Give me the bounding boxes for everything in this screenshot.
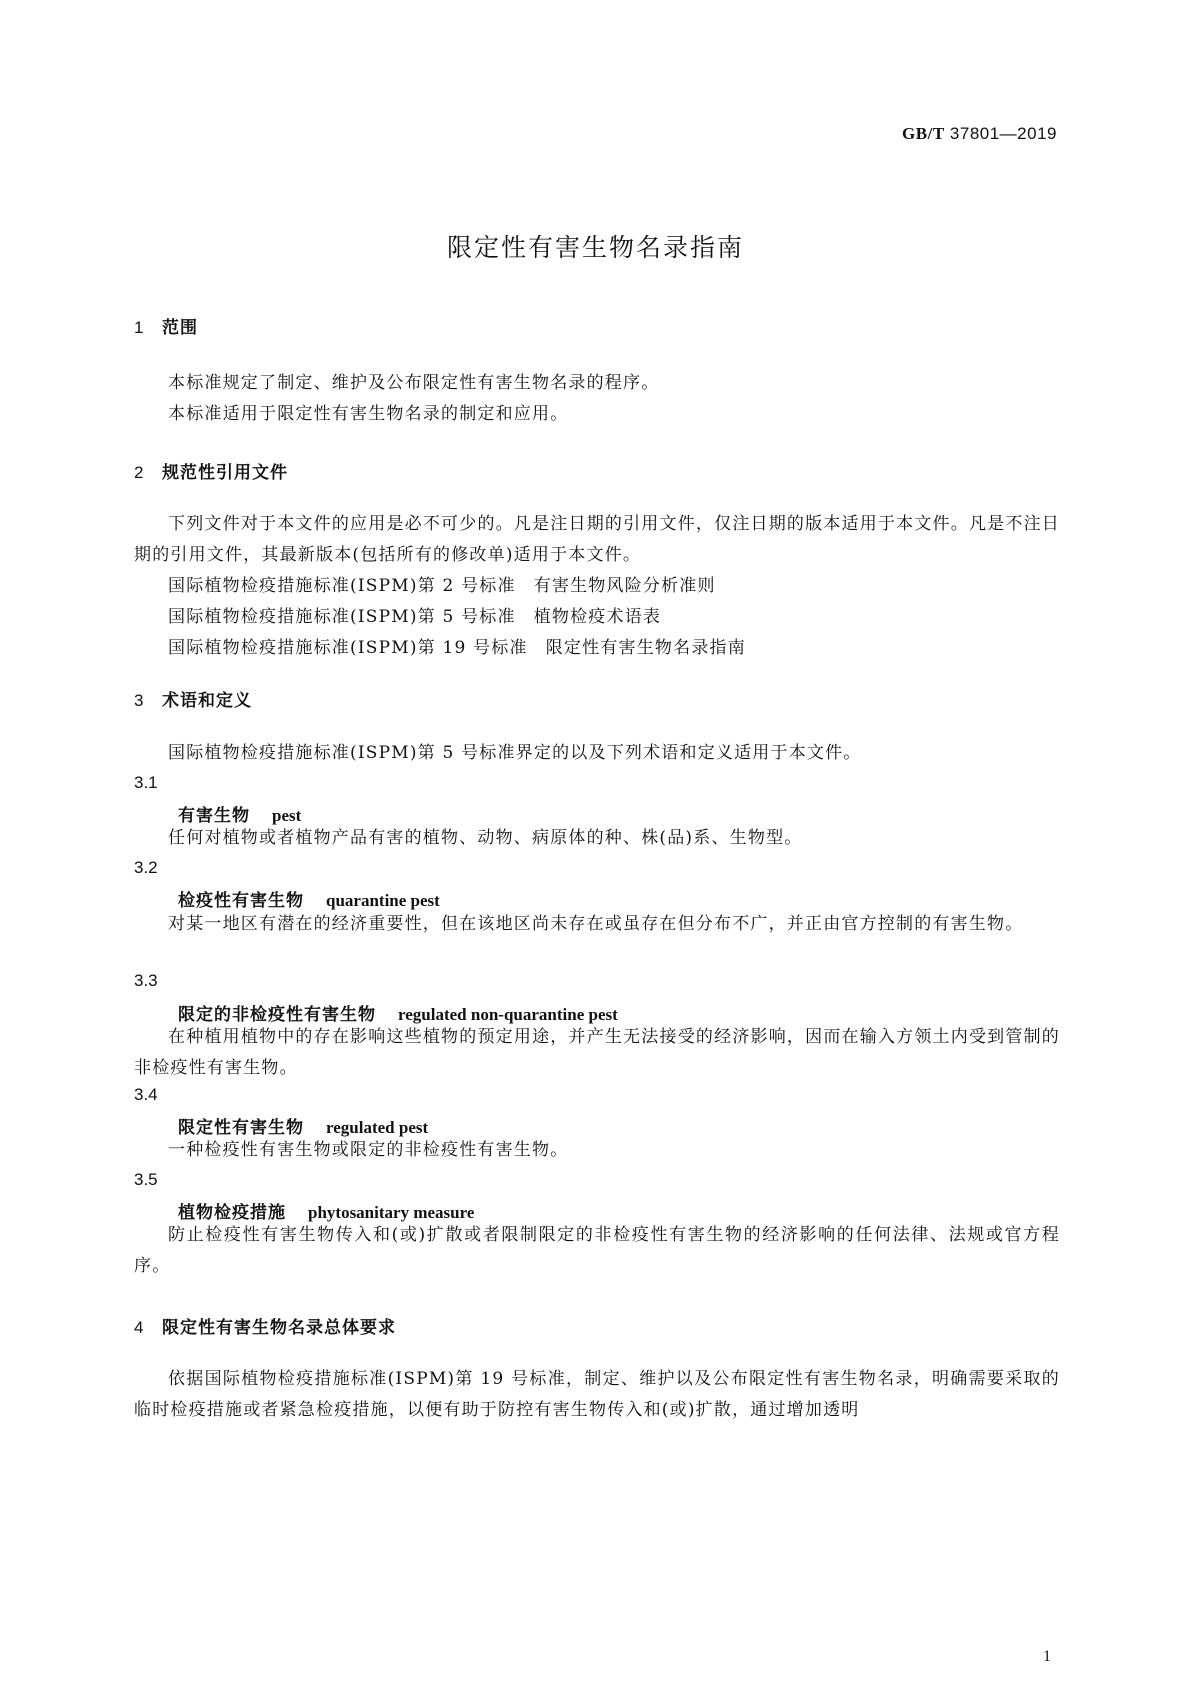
term-definition: 一种检疫性有害生物或限定的非检疫性有害生物。	[168, 1140, 569, 1160]
paragraph: 本标准适用于限定性有害生物名录的制定和应用。	[168, 404, 569, 424]
section-2-heading: 2 规范性引用文件	[134, 463, 288, 483]
paragraph: 依据国际植物检疫措施标准(ISPM)第 19 号标准，制定、维护以及公布限定性有害生物名录，明确需要采取的临时检疫措施或者紧急检疫措施，以便有助于防控有害生物传入和(或)扩散，通过增加透明	[134, 1369, 1060, 1420]
section-4-heading: 4 限定性有害生物名录总体要求	[134, 1318, 396, 1338]
paragraph: 本标准规定了制定、维护及公布限定性有害生物名录的程序。	[168, 373, 660, 393]
term-definition: 对某一地区有潜在的经济重要性，但在该地区尚未存在或虽存在但分布不广，并正由官方控制的有害生物。	[168, 914, 1024, 934]
term-number: 3.4	[134, 1085, 158, 1104]
term-number: 3.3	[134, 971, 158, 990]
term-number: 3.2	[134, 858, 158, 877]
term-definition: 任何对植物或者植物产品有害的植物、动物、病原体的种、株(品)系、生物型。	[168, 828, 803, 848]
section-3-heading: 3 术语和定义	[134, 691, 252, 711]
paragraph: 下列文件对于本文件的应用是必不可少的。凡是注日期的引用文件，仅注日期的版本适用于本文件。凡是不注日期的引用文件，其最新版本(包括所有的修改单)适用于本文件。	[134, 514, 1060, 565]
standard-code: GB/T 37801—2019	[902, 124, 1057, 143]
section-4-body	[134, 1364, 1060, 1426]
page-number: 1	[1043, 1648, 1051, 1665]
reference-item: 国际植物检疫措施标准(ISPM)第 5 号标准 植物检疫术语表	[168, 607, 662, 627]
term-heading: 植物检疫措施 phytosanitary measure	[178, 1203, 475, 1223]
term-heading: 检疫性有害生物 quarantine pest	[178, 891, 440, 911]
reference-item: 国际植物检疫措施标准(ISPM)第 2 号标准 有害生物风险分析准则	[168, 576, 716, 596]
term-heading: 限定性有害生物 regulated pest	[178, 1118, 429, 1138]
term-definition: 防止检疫性有害生物传入和(或)扩散或者限制限定的非检疫性有害生物的经济影响的任何法律、法规或官方程序。	[134, 1225, 1060, 1276]
section-3-intro: 国际植物检疫措施标准(ISPM)第 5 号标准界定的以及下列术语和定义适用于本文件。	[168, 743, 862, 763]
section-1-heading: 1 范围	[134, 318, 198, 338]
term-number: 3.1	[134, 773, 158, 792]
reference-item: 国际植物检疫措施标准(ISPM)第 19 号标准 限定性有害生物名录指南	[168, 638, 746, 658]
document-title: 限定性有害生物名录指南	[446, 233, 744, 262]
term-heading: 限定的非检疫性有害生物 regulated non-quarantine pest	[178, 1005, 618, 1025]
term-heading: 有害生物 pest	[178, 806, 302, 826]
term-number: 3.5	[134, 1170, 158, 1189]
section-2-body	[134, 509, 1060, 664]
term-definition: 在种植用植物中的存在影响这些植物的预定用途，并产生无法接受的经济影响，因而在输入方领土内受到管制的非检疫性有害生物。	[134, 1027, 1060, 1078]
section-1-body	[134, 368, 1060, 430]
